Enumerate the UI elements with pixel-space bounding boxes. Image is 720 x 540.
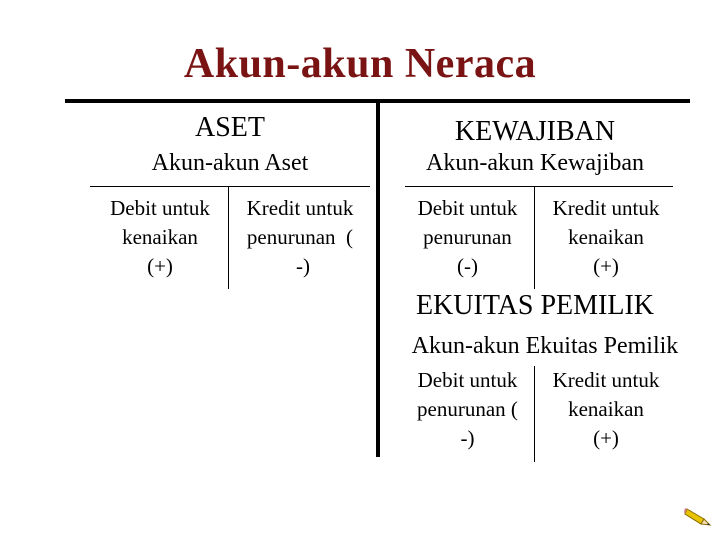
aset-t-account-top-line bbox=[90, 186, 370, 187]
ekuitas-credit-line-3: (+) bbox=[593, 426, 619, 450]
aset-credit-column bbox=[232, 194, 368, 281]
aset-debit-line-3: (+) bbox=[147, 254, 173, 278]
kewajiban-credit-line-3: (+) bbox=[593, 254, 619, 278]
ekuitas-credit-column bbox=[540, 366, 672, 453]
ekuitas-heading: EKUITAS PEMILIK bbox=[415, 290, 655, 321]
kewajiban-debit-column bbox=[405, 194, 530, 281]
aset-subheading: Akun-akun Aset bbox=[151, 150, 309, 176]
kewajiban-credit-column bbox=[540, 194, 672, 281]
ekuitas-debit-line-3: -) bbox=[460, 426, 475, 450]
balance-sheet-center-rule bbox=[376, 101, 380, 457]
ekuitas-subheading: Akun-akun Ekuitas Pemilik bbox=[411, 333, 679, 359]
kewajiban-debit-line-3: (-) bbox=[457, 254, 478, 278]
aset-t-account-divider bbox=[228, 187, 229, 289]
aset-credit-line-1: Kredit untuk bbox=[246, 196, 354, 220]
aset-debit-column bbox=[98, 194, 222, 281]
ekuitas-debit-column bbox=[405, 366, 530, 453]
ekuitas-credit-line-1: Kredit untuk bbox=[552, 368, 660, 392]
aset-heading: ASET bbox=[195, 112, 265, 143]
kewajiban-debit-line-1: Debit untuk bbox=[417, 196, 518, 220]
aset-debit-line-2: kenaikan bbox=[122, 225, 198, 249]
ekuitas-credit-line-2: kenaikan bbox=[568, 397, 644, 421]
kewajiban-debit-line-2: penurunan bbox=[423, 225, 512, 249]
ekuitas-debit-line-1: Debit untuk bbox=[417, 368, 518, 392]
aset-credit-line-3: -) bbox=[296, 254, 310, 278]
kewajiban-t-account-divider bbox=[534, 187, 535, 289]
kewajiban-credit-line-1: Kredit untuk bbox=[552, 196, 660, 220]
page-title: Akun-akun Neraca bbox=[183, 41, 537, 87]
kewajiban-t-account-top-line bbox=[405, 186, 673, 187]
ekuitas-t-account-divider bbox=[534, 366, 535, 462]
kewajiban-credit-line-2: kenaikan bbox=[568, 225, 644, 249]
ekuitas-debit-line-2: penurunan ( bbox=[417, 397, 518, 421]
kewajiban-heading: KEWAJIBAN bbox=[454, 116, 616, 147]
aset-credit-line-2: penurunan ( bbox=[246, 225, 354, 249]
kewajiban-subheading: Akun-akun Kewajiban bbox=[426, 150, 644, 176]
aset-debit-line-1: Debit untuk bbox=[110, 196, 210, 220]
pencil-icon[interactable] bbox=[684, 505, 712, 527]
